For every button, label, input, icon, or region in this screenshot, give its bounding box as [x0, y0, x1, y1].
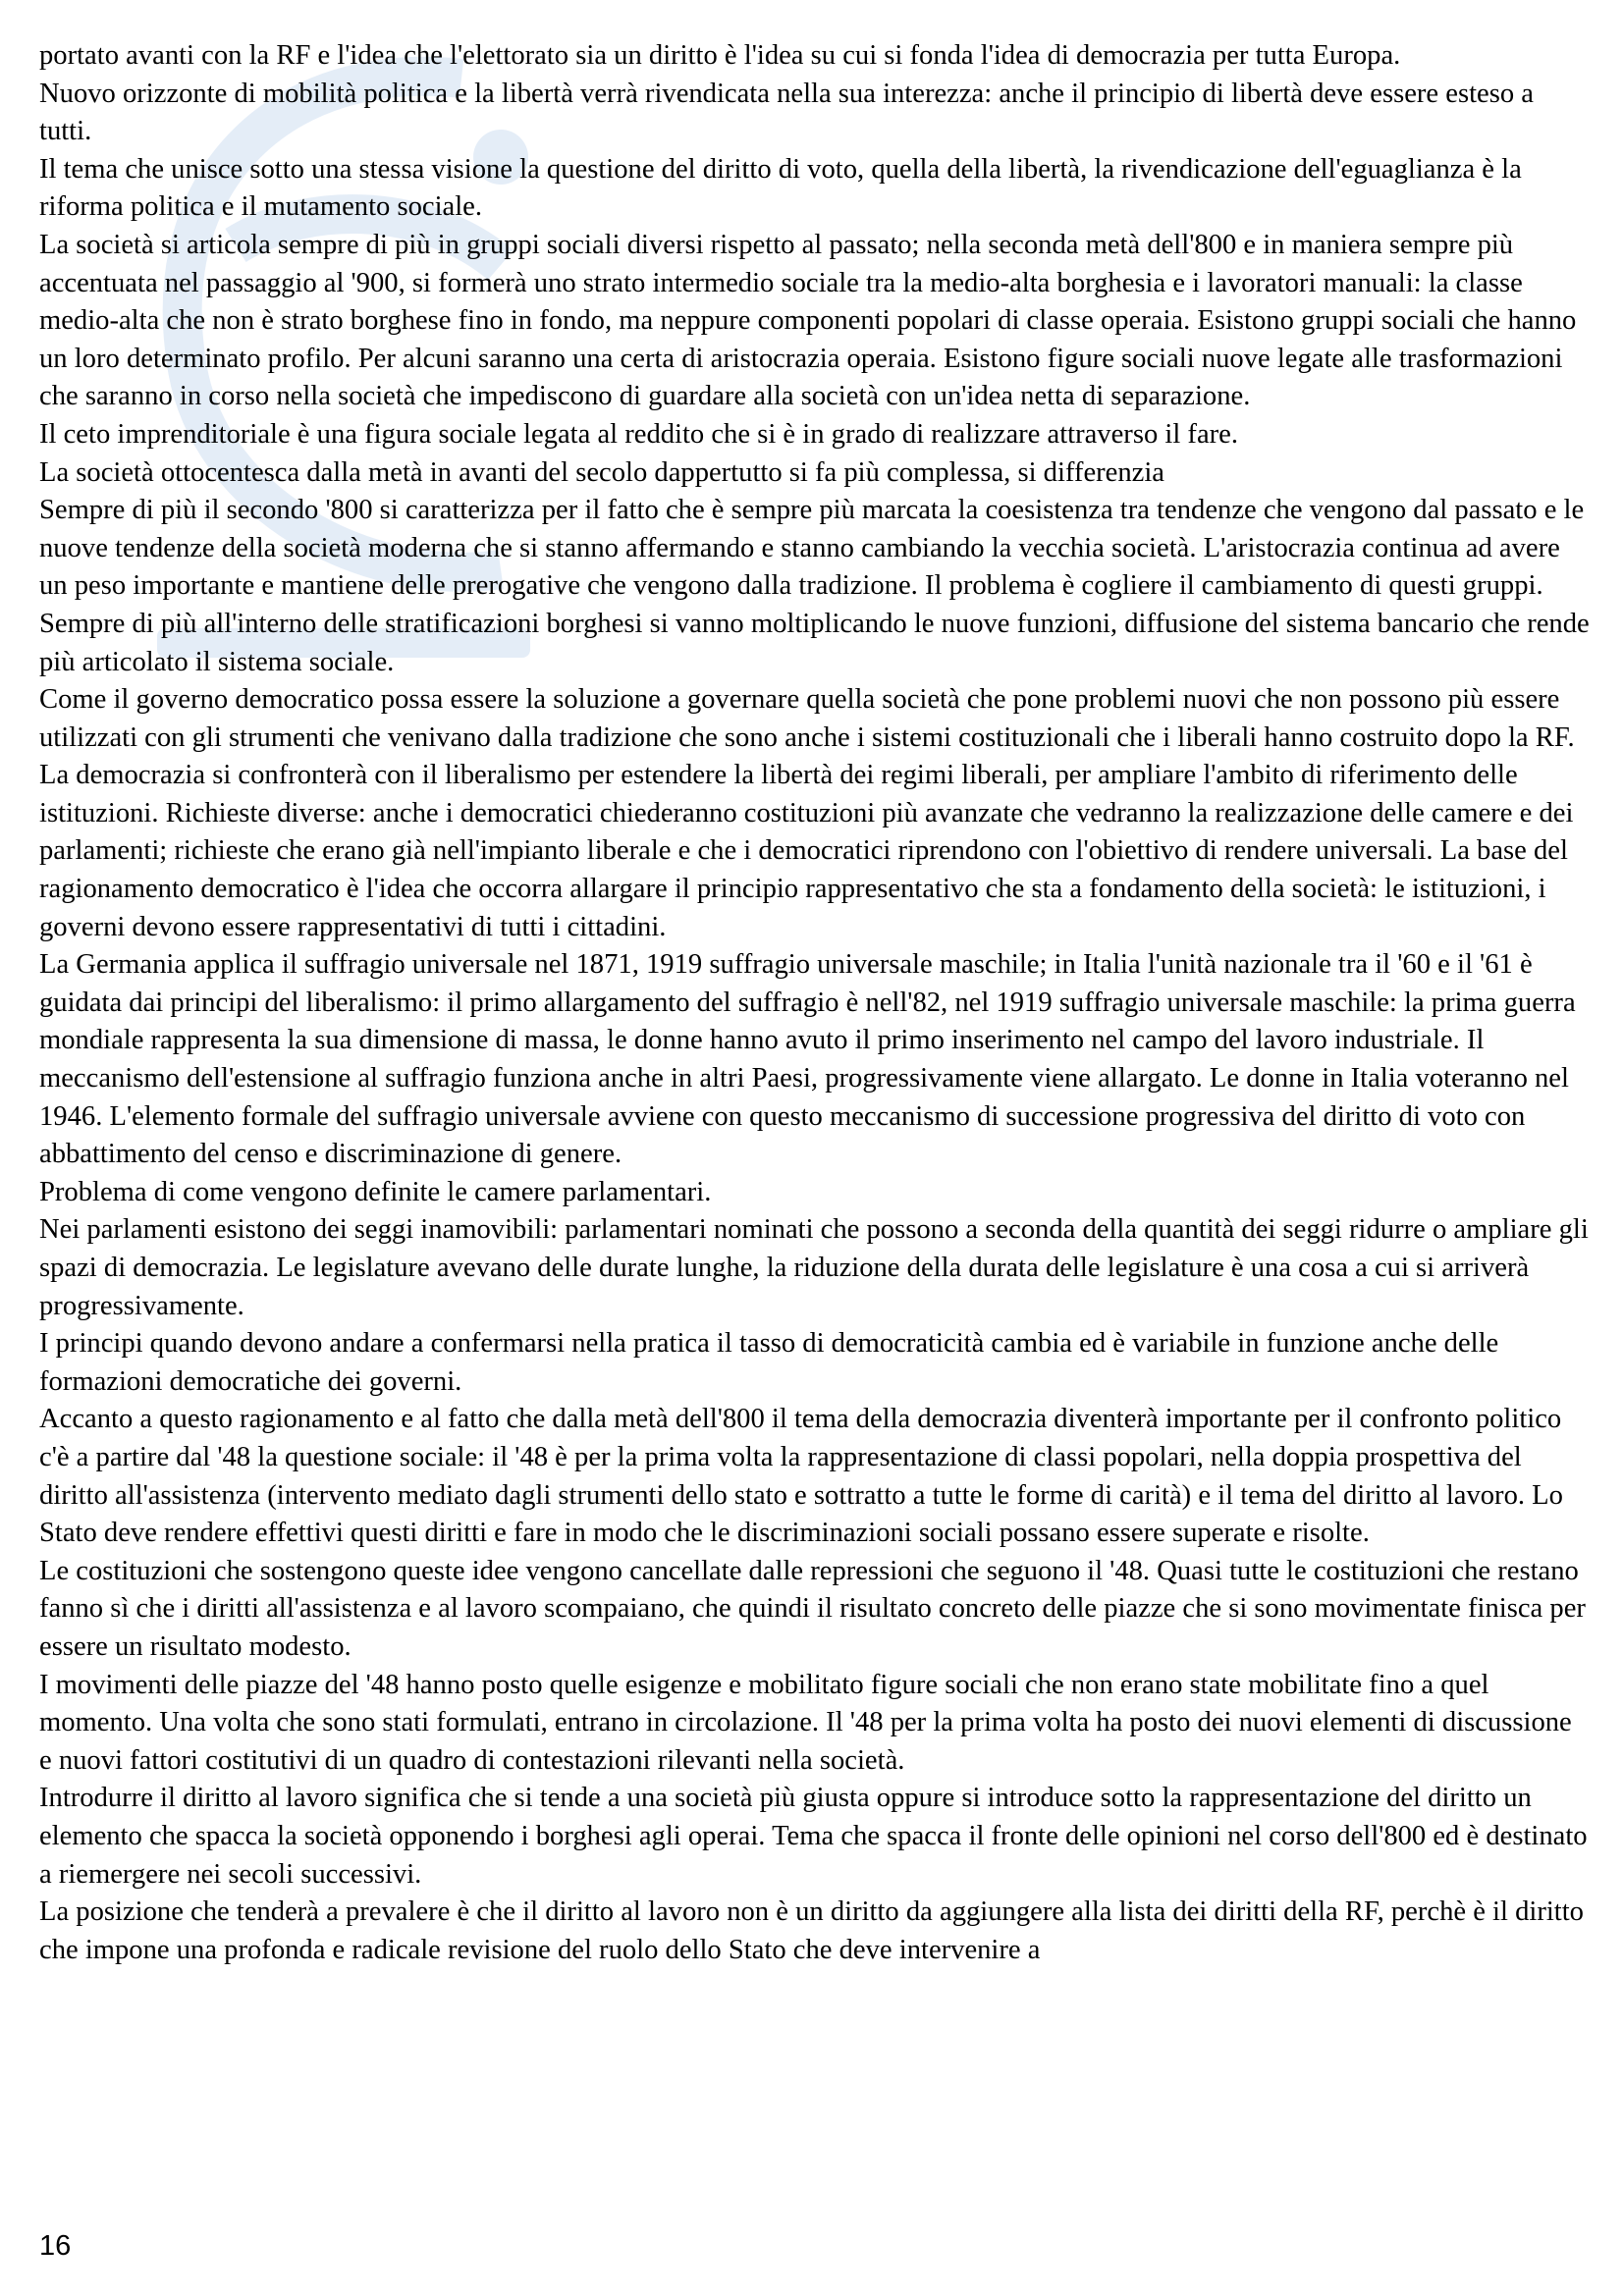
paragraph: Problema di come vengono definite le camere parlamentari.	[39, 1176, 712, 1207]
paragraph: Come il governo democratico possa essere la soluzione a governare quella società che pone problemi nuovi che non possono più essere utilizzati con gli strumenti che venivano dalla tradizione che sono anche i sistemi costituzionali che i liberali hanno costruito dopo la RF. La democrazia si confronterà con il liberalismo per estendere la libertà dei regimi liberali, per ampliare l'ambito di riferimento delle istituzioni. Richieste diverse: anche i democratici chiederanno costituzioni più avanzate che vedranno la realizzazione delle camere e dei parlamenti; richieste che erano già nell'impianto liberale e che i democratici riprendono con l'obiettivo di rendere universali. La base del ragionamento democratico è l'idea che occorra allargare il principio rappresentativo che sta a fondamento della società: le istituzioni, i governi devono essere rappresentativi di tutti i cittadini.	[39, 684, 1575, 942]
page-number: 16	[39, 2230, 72, 2262]
paragraph: portato avanti con la RF e l'idea che l'elettorato sia un diritto è l'idea su cui si fonda l'idea di democrazia per tutta Europa.	[39, 40, 1401, 71]
paragraph: La società ottocentesca dalla metà in avanti del secolo dappertutto si fa più complessa, si differenzia	[39, 456, 1164, 488]
paragraph: Il tema che unisce sotto una stessa visione la questione del diritto di voto, quella della libertà, la rivendicazione dell'eguaglianza è la riforma politica e il mutamento sociale.	[39, 153, 1522, 223]
paragraph: La posizione che tenderà a prevalere è che il diritto al lavoro non è un diritto da aggiungere alla lista dei diritti della RF, perchè è il diritto che impone una profonda e radicale revisione del ruolo dello Stato che deve intervenire a	[39, 1896, 1584, 1965]
paragraph: Nei parlamenti esistono dei seggi inamovibili: parlamentari nominati che possono a seconda della quantità dei seggi ridurre o ampliare gli spazi di democrazia. Le legislature avevano delle durate lunghe, la riduzione della durata delle legislature è una cosa a cui si arriverà progressivamente.	[39, 1214, 1589, 1321]
paragraph: La Germania applica il suffragio universale nel 1871, 1919 suffragio universale maschile; in Italia l'unità nazionale tra il '60 e il '61 è guidata dai principi del liberalismo: il primo allargamento del suffragio è nell'82, nel 1919 suffragio universale maschile: la prima guerra mondiale rappresenta la sua dimensione di massa, le donne hanno avuto il primo inserimento nel campo del lavoro industriale. Il meccanismo dell'estensione al suffragio funziona anche in altri Paesi, progressivamente viene allargato. Le donne in Italia voteranno nel 1946. L'elemento formale del suffragio universale avviene con questo meccanismo di successione progressiva del diritto di voto con abbattimento del censo e discriminazione di genere.	[39, 949, 1576, 1170]
paragraph: Introdurre il diritto al lavoro significa che si tende a una società più giusta oppure si introduce sotto la rappresentazione del diritto un elemento che spacca la società opponendo i borghesi agli operai. Tema che spacca il fronte delle opinioni nel corso dell'800 ed è destinato a riemergere nei secoli successivi.	[39, 1783, 1588, 1890]
paragraph: La società si articola sempre di più in gruppi sociali diversi rispetto al passato; nella seconda metà dell'800 e in maniera sempre più accentuata nel passaggio al '900, si formerà uno strato intermedio sociale tra la medio-alta borghesia e i lavoratori manuali: la classe medio-alta che non è strato borghese fino in fondo, ma neppure componenti popolari di classe operaia. Esistono gruppi sociali che hanno un loro determinato profilo. Per alcuni saranno una certa di aristocrazia operaia. Esistono figure sociali nuove legate alle trasformazioni che saranno in corso nella società che impediscono di guardare alla società con un'idea netta di separazione.	[39, 229, 1577, 412]
paragraph: Le costituzioni che sostengono queste idee vengono cancellate dalle repressioni che seguono il '48. Quasi tutte le costituzioni che restano fanno sì che i diritti all'assistenza e al lavoro scompaiano, che quindi il risultato concreto delle piazze che si sono movimentate finisca per essere un risultato modesto.	[39, 1555, 1586, 1662]
paragraph: Il ceto imprenditoriale è una figura sociale legata al reddito che si è in grado di realizzare attraverso il fare.	[39, 418, 1239, 450]
paragraph: Nuovo orizzonte di mobilità politica e la libertà verrà rivendicata nella sua interezza: anche il principio di libertà deve essere esteso a tutti.	[39, 78, 1534, 147]
paragraph: I principi quando devono andare a confermarsi nella pratica il tasso di democraticità cambia ed è variabile in funzione anche delle formazioni democratiche dei governi.	[39, 1328, 1499, 1397]
document-body	[39, 37, 1591, 1969]
paragraph: I movimenti delle piazze del '48 hanno posto quelle esigenze e mobilitato figure sociali che non erano state mobilitate fino a quel momento. Una volta che sono stati formulati, entrano in circolazione. Il '48 per la prima volta ha posto dei nuovi elementi di discussione e nuovi fattori costitutivi di un quadro di contestazioni rilevanti nella società.	[39, 1669, 1572, 1776]
paragraph: Sempre di più il secondo '800 si caratterizza per il fatto che è sempre più marcata la coesistenza tra tendenze che vengono dal passato e le nuove tendenze della società moderna che si stanno affermando e stanno cambiando la vecchia società. L'aristocrazia continua ad avere un peso importante e mantiene delle prerogative che vengono dalla tradizione. Il problema è cogliere il cambiamento di questi gruppi. Sempre di più all'interno delle stratificazioni borghesi si vanno moltiplicando le nuove funzioni, diffusione del sistema bancario che rende più articolato il sistema sociale.	[39, 495, 1590, 677]
paragraph: Accanto a questo ragionamento e al fatto che dalla metà dell'800 il tema della democrazia diventerà importante per il confronto politico c'è a partire dal '48 la questione sociale: il '48 è per la prima volta la rappresentazione di classi popolari, nella doppia prospettiva del diritto all'assistenza (intervento mediato dagli strumenti dello stato e sottratto a tutte le forme di carità) e il tema del diritto al lavoro. Lo Stato deve rendere effettivi questi diritti e fare in modo che le discriminazioni sociali possano essere superate e risolte.	[39, 1404, 1563, 1549]
